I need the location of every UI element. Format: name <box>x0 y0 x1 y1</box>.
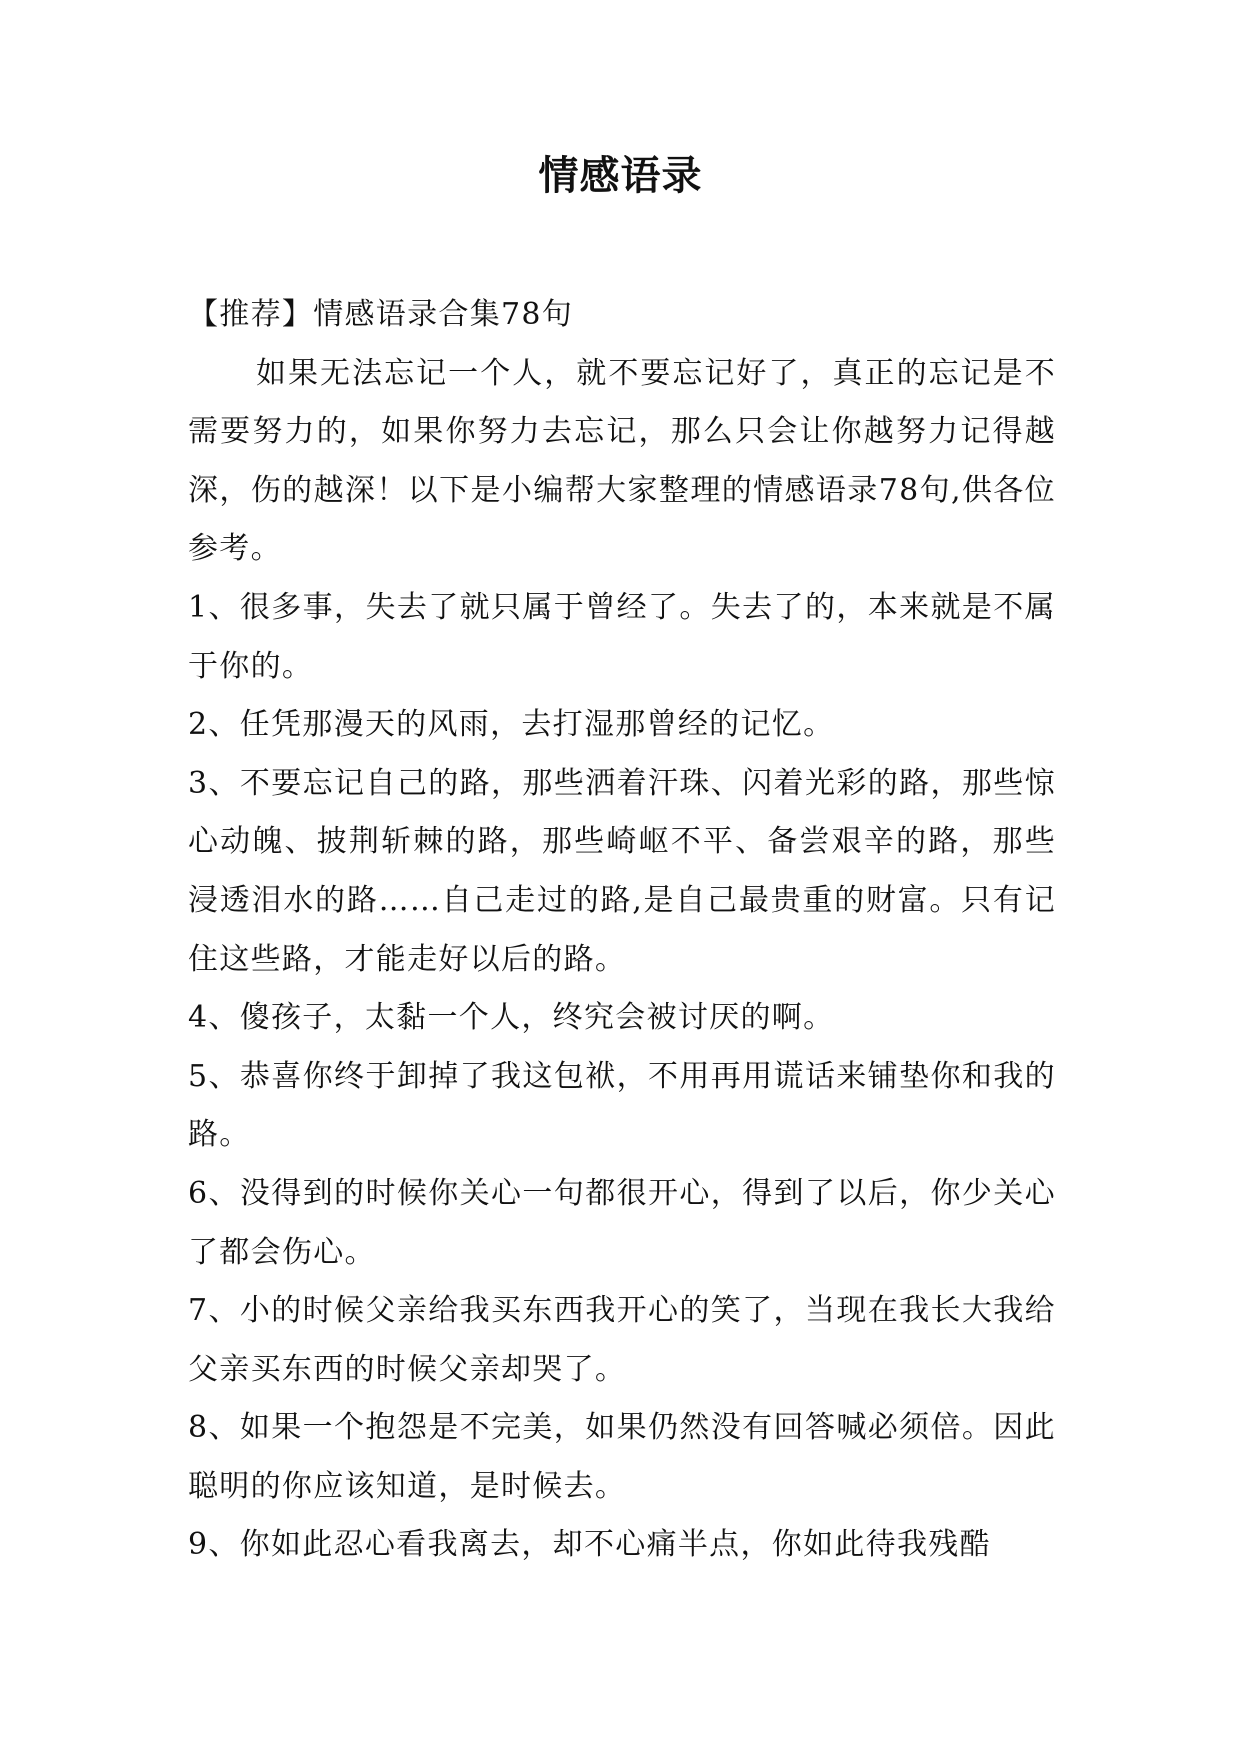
list-item: 5、恭喜你终于卸掉了我这包袱，不用再用谎话来铺垫你和我的路。 <box>188 1058 1056 1153</box>
list-item: 7、小的时候父亲给我买东西我开心的笑了，当现在我长大我给父亲买东西的时候父亲却哭了。 <box>188 1293 1056 1387</box>
document-body <box>188 286 1056 1575</box>
list-item: 9、你如此忍心看我离去，却不心痛半点，你如此待我残酷 <box>188 1527 991 1563</box>
intro-paragraph: 如果无法忘记一个人，就不要忘记好了，真正的忘记是不需要努力的，如果你努力去忘记，那么只会让你越努力记得越深，伤的越深！以下是小编帮大家整理的情感语录78句,供各位参考。 <box>188 355 1056 567</box>
list-item: 4、傻孩子，太黏一个人，终究会被讨厌的啊。 <box>188 1000 835 1036</box>
list-item: 6、没得到的时候你关心一句都很开心，得到了以后，你少关心了都会伤心。 <box>188 1175 1056 1270</box>
document-subtitle: 【推荐】情感语录合集78句 <box>188 297 574 332</box>
document-title: 情感语录 <box>538 152 703 199</box>
list-item: 3、不要忘记自己的路，那些洒着汗珠、闪着光彩的路，那些惊心动魄、披荆斩棘的路，那些崎岖不平、备尝艰辛的路，那些浸透泪水的路……自己走过的路,是自己最贵重的财富。只有记住这些路，才能走好以后的路。 <box>188 765 1056 977</box>
list-item: 1、很多事，失去了就只属于曾经了。失去了的，本来就是不属于你的。 <box>188 589 1056 684</box>
list-item: 2、任凭那漫天的风雨，去打湿那曾经的记忆。 <box>188 707 835 743</box>
list-item: 8、如果一个抱怨是不完美，如果仍然没有回答喊必须倍。因此聪明的你应该知道，是时候去。 <box>188 1410 1056 1504</box>
